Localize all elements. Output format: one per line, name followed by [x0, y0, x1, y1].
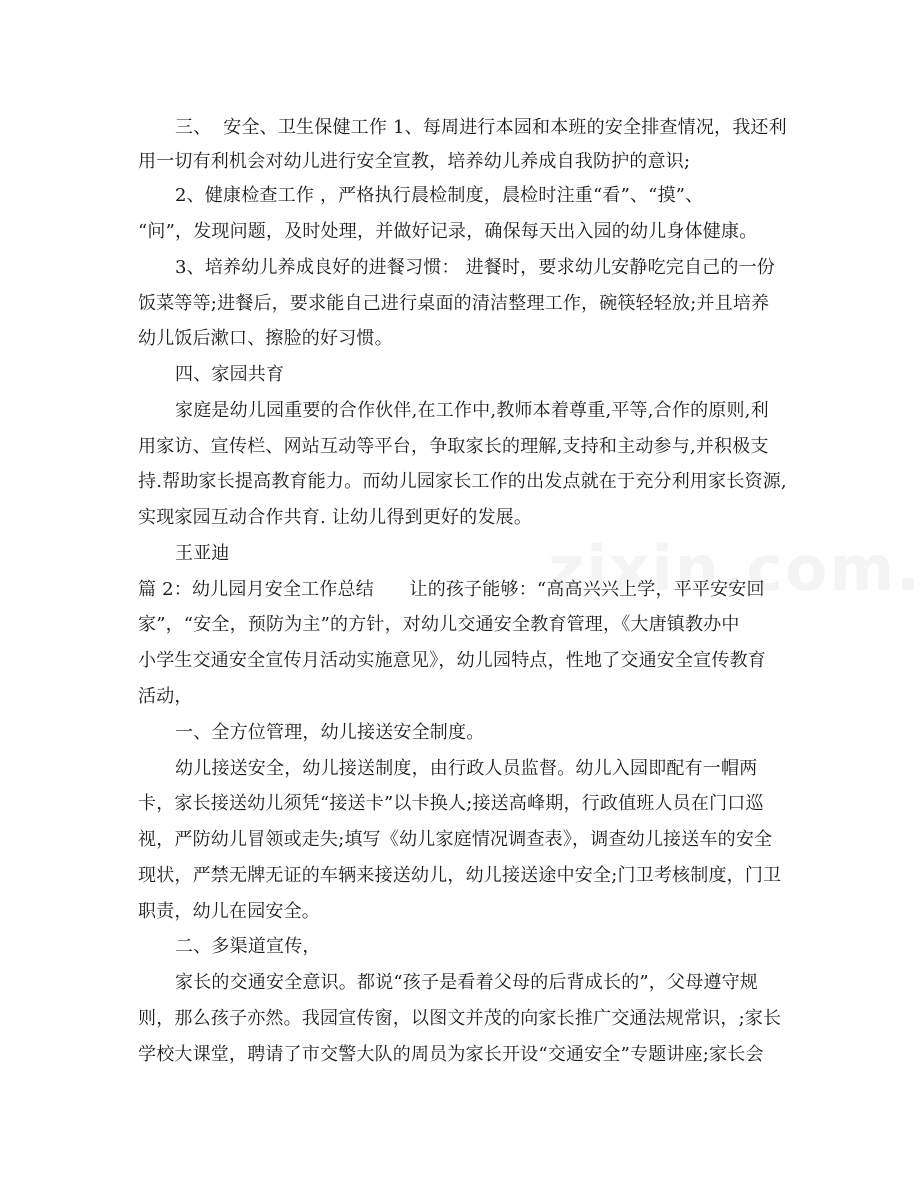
section-heading: 四、家园共育: [175, 364, 285, 385]
text-line: 幼儿饭后漱口、擦脸的好习惯。: [138, 328, 393, 349]
text-line: 职责，幼儿在园安全。: [138, 901, 320, 922]
text-line: 活动，: [138, 686, 193, 707]
text-line: 现状，严禁无牌无证的车辆来接送幼儿，幼儿接送途中安全;门卫考核制度，门卫: [138, 865, 782, 886]
text-line: 三、 安全、卫生保健工作 1、每周进行本园和本班的安全排查情况，我还利: [175, 117, 787, 138]
text-line: 2、健康检查工作 ，严格执行晨检制度，晨检时注重“看”、“摸”、: [175, 185, 704, 206]
text-line: 篇 2：幼儿园月安全工作总结 让的孩子能够：“高高兴兴上学，平平安安回: [138, 579, 765, 600]
text-line: 用家访、宣传栏、网站互动等平台，争取家长的理解,支持和主动参与,并积极支: [138, 436, 769, 457]
text-line: 幼儿接送安全，幼儿接送制度，由行政人员监督。幼儿入园即配有一帽两: [175, 758, 758, 779]
text-line: 卡，家长接送幼儿须凭“接送卡”以卡换人;接送高峰期，行政值班人员在门口巡: [138, 793, 764, 814]
author-name: 王亚迪: [175, 543, 230, 564]
section-heading: 二、多渠道宣传，: [175, 936, 321, 957]
text-line: 家”，“安全，预防为主”的方针，对幼儿交通安全教育管理，《大唐镇教办中: [138, 614, 740, 635]
text-line: 饭菜等等;进餐后，要求能自己进行桌面的清洁整理工作，碗筷轻轻放;并且培养: [138, 293, 770, 314]
text-line: “问”，发现问题，及时处理，并做好记录，确保每天出入园的幼儿身体健康。: [138, 221, 758, 242]
text-line: 学校大课堂，聘请了市交警大队的周员为家长开设“交通安全”专题讲座;家长会: [138, 1044, 764, 1065]
text-line: 实现家园互动合作共育. 让幼儿得到更好的发展。: [138, 507, 533, 528]
text-line: 视，严防幼儿冒领或走失;填写《幼儿家庭情况调查表》，调查幼儿接送车的安全: [138, 829, 773, 850]
section-heading: 一、全方位管理，幼儿接送安全制度。: [175, 722, 485, 743]
text-line: 用一切有利机会对幼儿进行安全宣教，培养幼儿养成自我防护的意识;: [138, 151, 691, 172]
text-line: 3、培养幼儿养成良好的进餐习惯： 进餐时，要求幼儿安静吃完自己的一份: [175, 257, 775, 278]
text-line: 家庭是幼儿园重要的合作伙伴,在工作中,教师本着尊重,平等,合作的原则,利: [175, 400, 769, 421]
text-line: 家长的交通安全意识。都说“孩子是看着父母的后背成长的”，父母遵守规: [175, 972, 759, 993]
text-line: 持.帮助家长提高教育能力。而幼儿园家长工作的出发点就在于充分利用家长资源,: [138, 471, 787, 492]
text-line: 小学生交通安全宣传月活动实施意见》，幼儿园特点，性地了交通安全宣传教育: [138, 650, 766, 671]
text-line: 则，那么孩子亦然。我园宣传窗，以图文并茂的向家长推广交通法规常识，;家长: [138, 1008, 782, 1029]
